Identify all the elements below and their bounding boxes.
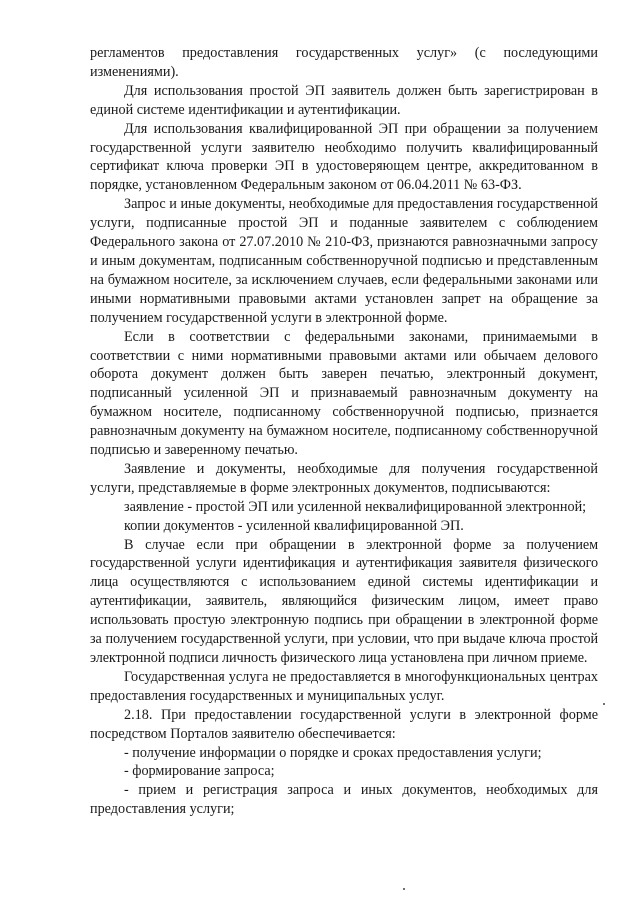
paragraph-9: В случае если при обращении в электронной форме за получением государственной услуги идентификация и аутентификация заявителя физического лица осуществляются с использованием единой системы идентификации и аутентификации, заявитель, являющийся физическим лицом, имеет право использовать простую электронную подпись при обращении в электронной форме за получением государственной услуги, при условии, что при выдаче ключа простой электронной подписи личность физического лица установлена при личном приеме. (90, 536, 598, 666)
list-item-2: - формирование запроса; (124, 763, 275, 780)
paragraph-8: копии документов - усиленной квалифицированной ЭП. (124, 517, 464, 534)
paragraph-11: 2.18. При предоставлении государственной услуги в электронной форме посредством Порталов заявителю обеспечивается: (90, 706, 598, 742)
paragraph-10: Государственная услуга не предоставляется в многофункциональных центрах предоставления государственных и муниципальных услуг. (90, 668, 598, 704)
paragraph-1: регламентов предоставления государственных услуг» (с последующими изменениями). (90, 45, 598, 80)
scan-speck (403, 888, 405, 890)
list-item-3: - прием и регистрация запроса и иных документов, необходимых для предоставления услуги; (90, 782, 598, 818)
paragraph-2: Для использования простой ЭП заявитель должен быть зарегистрирован в единой системе идентификации и аутентификации. (90, 82, 598, 118)
paragraph-6: Заявление и документы, необходимые для получения государственной услуги, представляемые в форме электронных документов, подписываются: (90, 460, 598, 496)
paragraph-4: Запрос и иные документы, необходимые для предоставления государственной услуги, подписанные простой ЭП и поданные заявителем с соблюдением Федерального закона от 27.07.2010 № 210-ФЗ, признаются равнозначными запросу и иным документам, подписанным собственноручной подписью и представленным на бумажном носителе, за исключением случаев, если федеральными законами или иными нормативными правовыми актами установлен запрет на обращение за получением государственной услуги в электронной форме. (90, 196, 598, 326)
paragraph-5: Если в соответствии с федеральными законами, принимаемыми в соответствии с ними нормативными правовыми актами или обычаем делового оборота документ должен быть заверен печатью, электронный документ, подписанный усиленной ЭП и признаваемый равнозначным документу на бумажном носителе, подписанному собственноручной подписью, признается равнозначным документу на бумажном носителе, подписанному собственноручной подписью и заверенному печатью. (90, 328, 598, 459)
paragraph-7: заявление - простой ЭП или усиленной неквалифицированной электронной; (124, 498, 587, 515)
list-item-1: - получение информации о порядке и сроках предоставления услуги; (124, 744, 542, 761)
paragraph-3: Для использования квалифицированной ЭП при обращении за получением государственной услуги заявителю необходимо получить квалифицированный сертификат ключа проверки ЭП в удостоверяющем центре, аккредитованном в порядке, установленном Федеральным законом от 06.04.2011 № 63-ФЗ. (90, 120, 598, 194)
document-page (90, 44, 598, 819)
scan-speck (603, 703, 605, 705)
